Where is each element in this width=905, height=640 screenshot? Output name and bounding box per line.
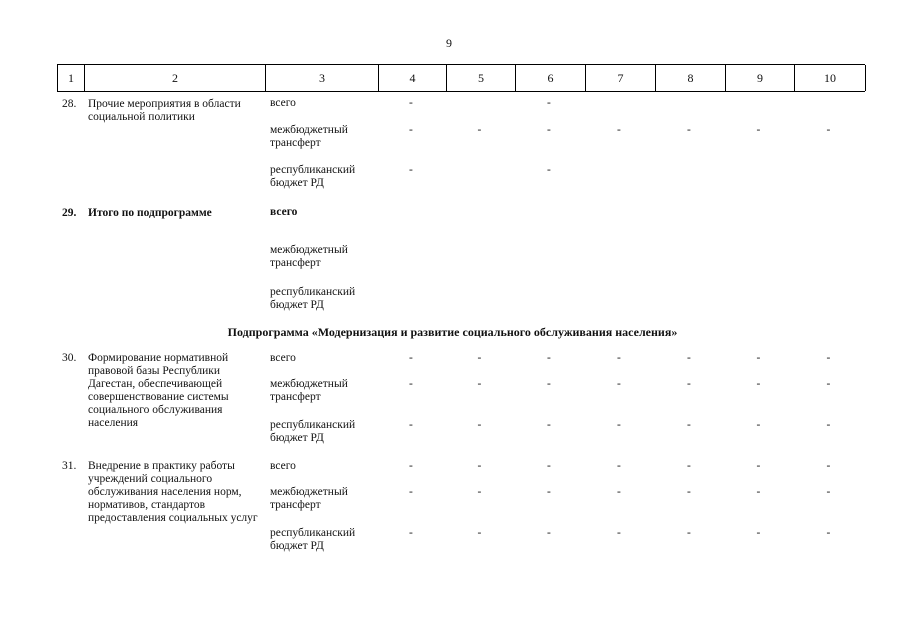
header-cell: 7 bbox=[585, 65, 655, 91]
value-cell: - bbox=[826, 460, 831, 472]
header-cell: 5 bbox=[446, 65, 515, 91]
header-cell: 4 bbox=[378, 65, 446, 91]
value-cell: - bbox=[617, 460, 621, 472]
page-number: 9 bbox=[446, 36, 452, 50]
row-number: 28. bbox=[62, 98, 77, 110]
funding-source-label: всего bbox=[270, 352, 296, 364]
value-cell: - bbox=[409, 124, 413, 136]
value-cell: - bbox=[477, 419, 482, 431]
value-cell: - bbox=[687, 419, 691, 431]
value-cell: - bbox=[409, 460, 413, 472]
value-cell: - bbox=[477, 486, 482, 498]
value-cell: - bbox=[547, 527, 551, 539]
value-cell: - bbox=[756, 124, 761, 136]
value-cell: - bbox=[826, 486, 831, 498]
table-header bbox=[57, 64, 865, 92]
value-cell: - bbox=[547, 97, 551, 109]
value-cell: - bbox=[826, 352, 831, 364]
funding-source-label: межбюджетный трансферт bbox=[270, 124, 348, 149]
value-cell: - bbox=[617, 124, 621, 136]
value-cell: - bbox=[547, 486, 551, 498]
value-cell: - bbox=[826, 378, 831, 390]
value-cell: - bbox=[547, 124, 551, 136]
header-cell: 10 bbox=[794, 65, 866, 91]
row-number: 29. bbox=[62, 207, 77, 219]
funding-source-label: республиканский бюджет РД bbox=[270, 164, 356, 189]
value-cell: - bbox=[477, 378, 482, 390]
value-cell: - bbox=[826, 124, 831, 136]
value-cell: - bbox=[756, 352, 761, 364]
value-cell: - bbox=[409, 352, 413, 364]
value-cell: - bbox=[687, 378, 691, 390]
row-name: Внедрение в практику работы учреждений социального обслуживания населения норм, нормативов, стандартов предоставления социальных услуг bbox=[88, 460, 258, 524]
header-cell: 1 bbox=[57, 65, 84, 91]
value-cell: - bbox=[477, 460, 482, 472]
row-name: Прочие мероприятия в области социальной политики bbox=[88, 98, 241, 123]
value-cell: - bbox=[409, 378, 413, 390]
header-cell: 9 bbox=[725, 65, 794, 91]
value-cell: - bbox=[756, 460, 761, 472]
value-cell: - bbox=[617, 419, 621, 431]
header-cell: 6 bbox=[515, 65, 585, 91]
value-cell: - bbox=[756, 378, 761, 390]
header-cell: 8 bbox=[655, 65, 725, 91]
value-cell: - bbox=[687, 460, 691, 472]
row-number: 31. bbox=[62, 460, 77, 472]
value-cell: - bbox=[477, 352, 482, 364]
funding-source-label: республиканский бюджет РД bbox=[270, 527, 356, 552]
value-cell: - bbox=[409, 486, 413, 498]
value-cell: - bbox=[756, 527, 761, 539]
value-cell: - bbox=[547, 164, 551, 176]
header-cell: 3 bbox=[265, 65, 378, 91]
value-cell: - bbox=[617, 486, 621, 498]
value-cell: - bbox=[756, 486, 761, 498]
funding-source-label: всего bbox=[270, 206, 298, 218]
value-cell: - bbox=[547, 378, 551, 390]
header-cell: 2 bbox=[84, 65, 265, 91]
value-cell: - bbox=[409, 419, 413, 431]
value-cell: - bbox=[547, 460, 551, 472]
funding-source-label: межбюджетный трансферт bbox=[270, 378, 348, 403]
value-cell: - bbox=[687, 124, 691, 136]
row-name: Итого по подпрограмме bbox=[88, 207, 212, 219]
value-cell: - bbox=[477, 527, 482, 539]
funding-source-label: республиканский бюджет РД bbox=[270, 419, 356, 444]
funding-source-label: республиканский бюджет РД bbox=[270, 286, 356, 311]
value-cell: - bbox=[409, 527, 413, 539]
value-cell: - bbox=[617, 378, 621, 390]
funding-source-label: межбюджетный трансферт bbox=[270, 486, 348, 511]
value-cell: - bbox=[687, 352, 691, 364]
value-cell: - bbox=[826, 527, 831, 539]
value-cell: - bbox=[409, 164, 413, 176]
value-cell: - bbox=[617, 527, 621, 539]
subprogram-title: Подпрограмма «Модернизация и развитие социального обслуживания населения» bbox=[227, 325, 678, 339]
funding-source-label: межбюджетный трансферт bbox=[270, 244, 348, 269]
value-cell: - bbox=[687, 527, 691, 539]
value-cell: - bbox=[409, 97, 413, 109]
funding-source-label: всего bbox=[270, 460, 296, 472]
value-cell: - bbox=[687, 486, 691, 498]
value-cell: - bbox=[547, 352, 551, 364]
value-cell: - bbox=[617, 352, 621, 364]
value-cell: - bbox=[477, 124, 482, 136]
row-name: Формирование нормативной правовой базы Республики Дагестан, обеспечивающей совершенствование системы социального обслуживания населения bbox=[88, 352, 229, 429]
value-cell: - bbox=[547, 419, 551, 431]
value-cell: - bbox=[826, 419, 831, 431]
value-cell: - bbox=[756, 419, 761, 431]
row-number: 30. bbox=[62, 352, 77, 364]
funding-source-label: всего bbox=[270, 97, 296, 109]
